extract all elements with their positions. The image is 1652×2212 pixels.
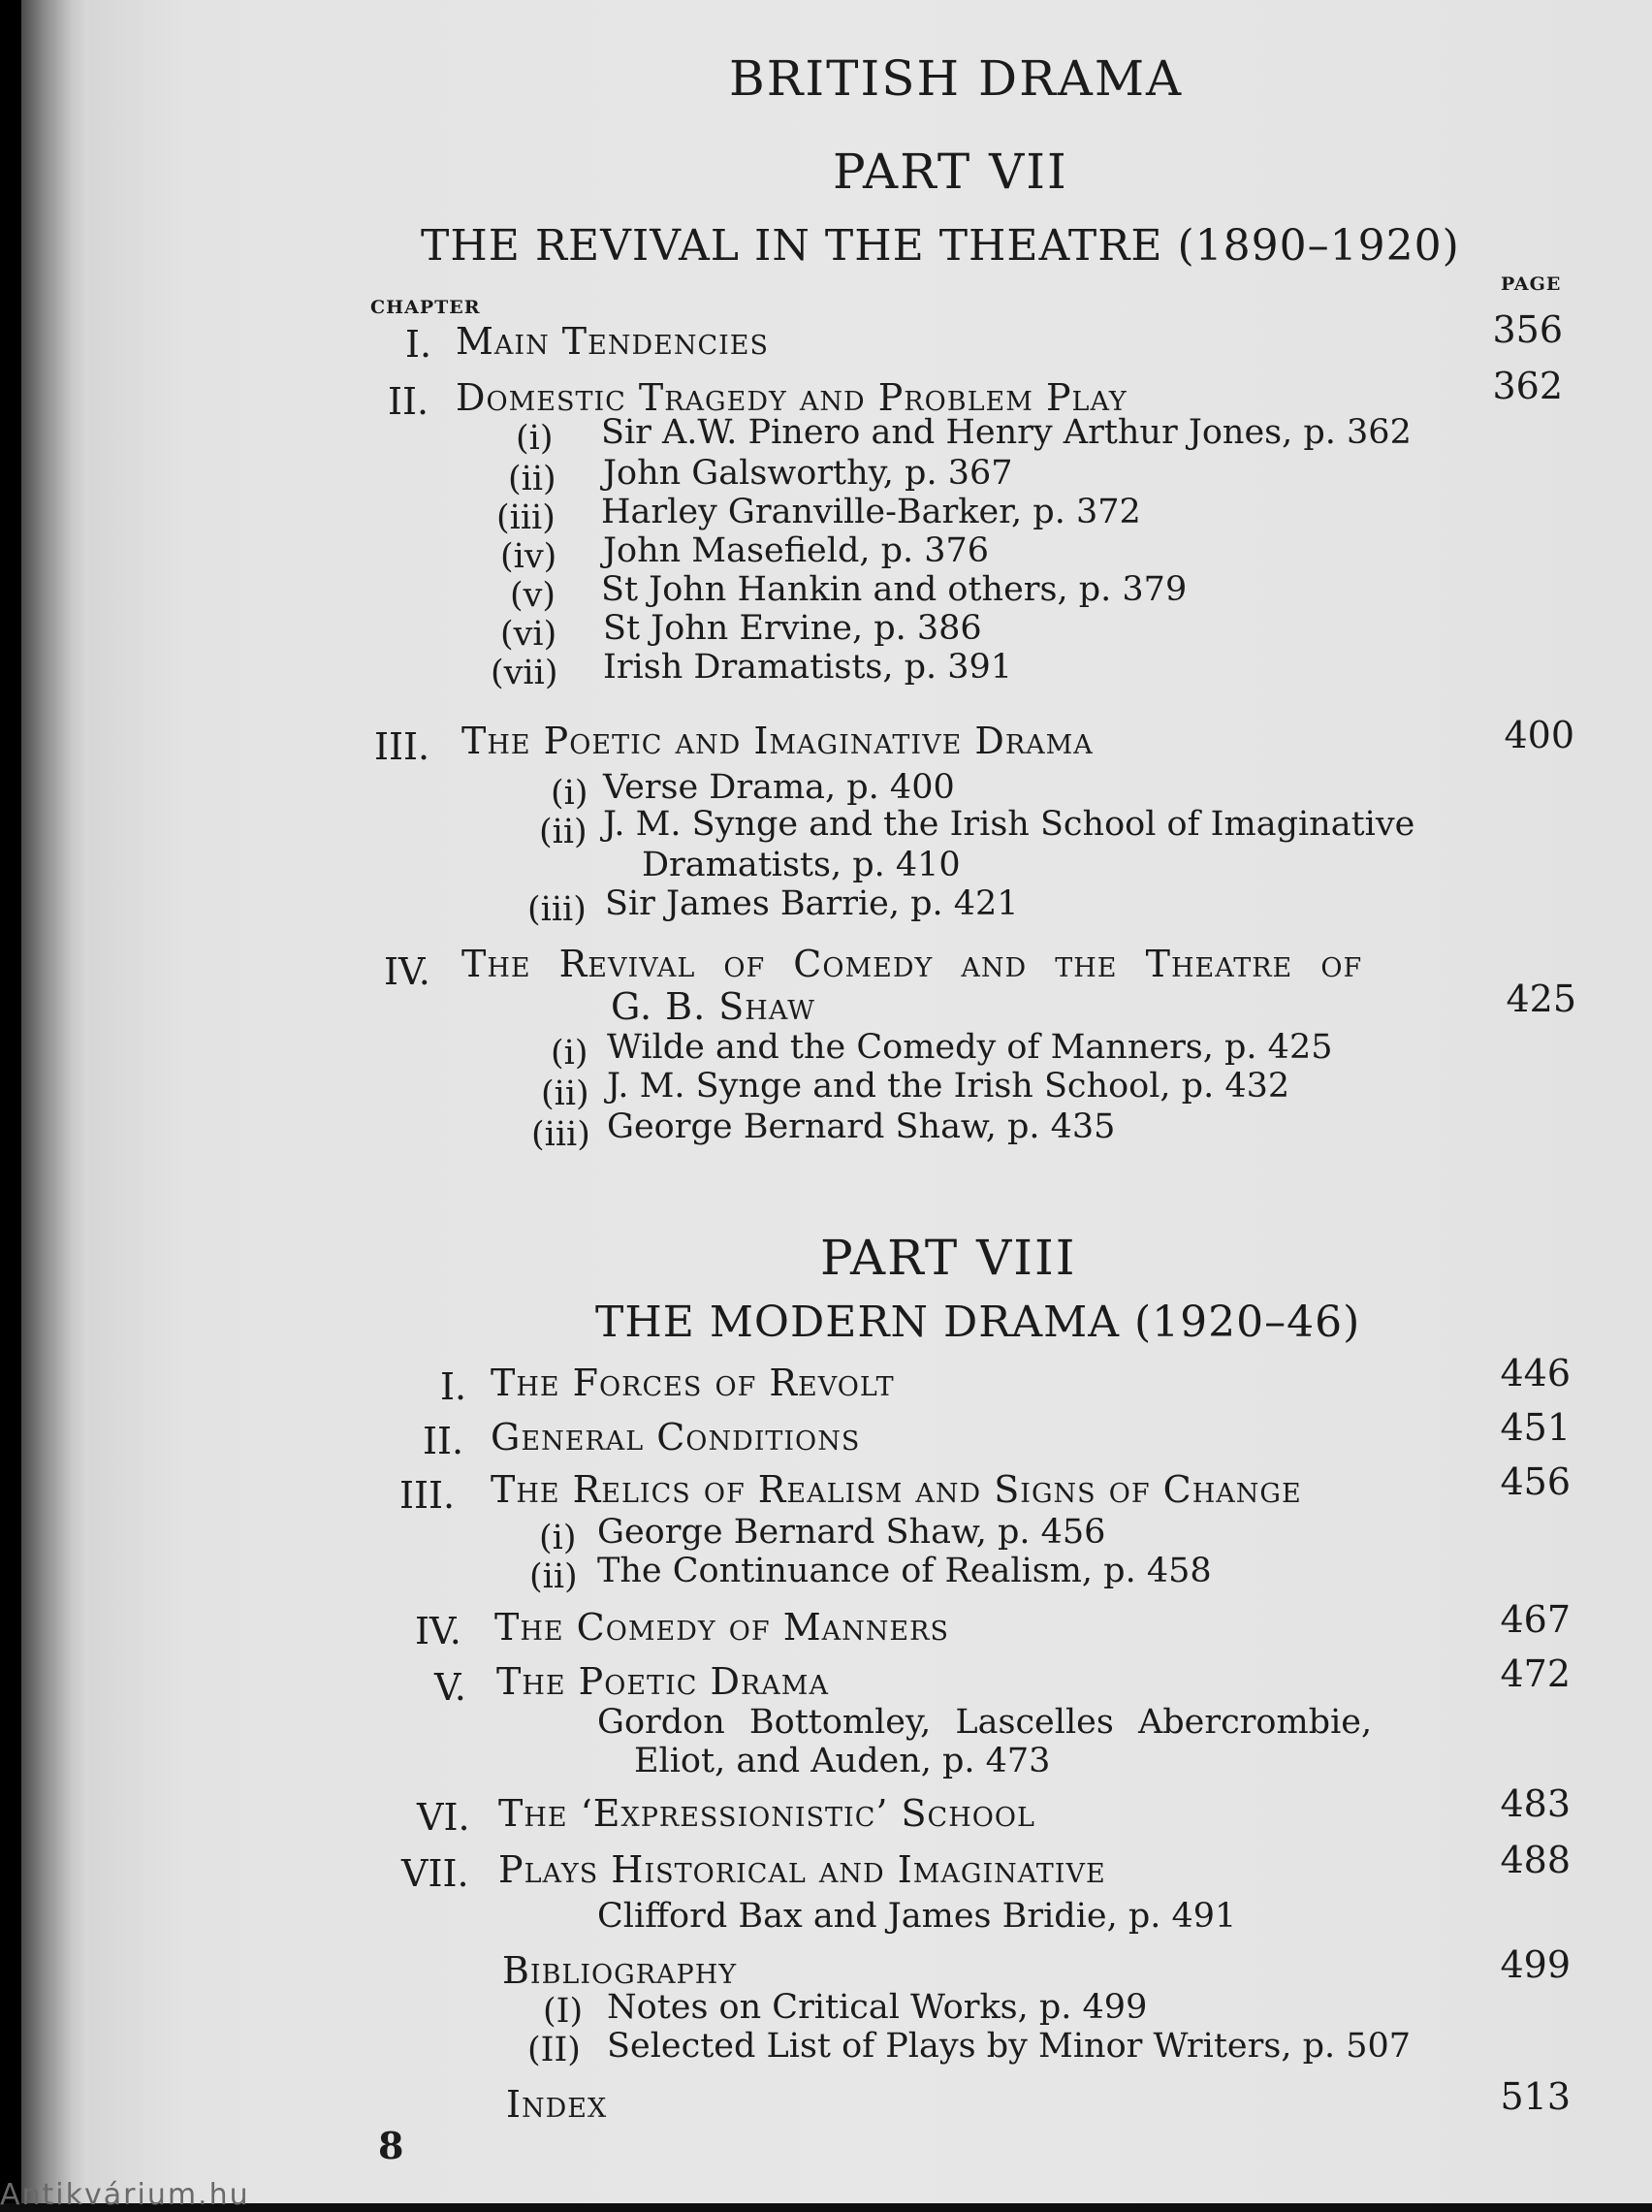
- part7-title: THE REVIVAL IN THE THEATRE (1890–1920): [421, 221, 1460, 271]
- p7-ch4-title-cont: G. B. Shaw: [611, 985, 815, 1028]
- p7-ch2-sub-text: Harley Granville-Barker, p. 372: [601, 493, 1141, 531]
- p7-ch2-sub-num: (i): [516, 419, 554, 458]
- p7-ch4-sub-num: (i): [551, 1034, 588, 1073]
- p7-ch2-sub-text: St John Hankin and others, p. 379: [601, 570, 1188, 609]
- p7-ch2-sub-num: (v): [510, 576, 556, 615]
- bibliography-sub-num: (II): [527, 2031, 581, 2069]
- p8-ch5-num: V.: [434, 1666, 466, 1709]
- p8-ch3-sub-num: (ii): [529, 1557, 578, 1596]
- p7-ch2-sub-text: John Galsworthy, p. 367: [603, 454, 1013, 493]
- p7-ch1-num: I.: [405, 323, 432, 366]
- p7-ch1-title: Main Tendencies: [456, 320, 769, 363]
- p7-ch2-sub-text: Sir A.W. Pinero and Henry Arthur Jones, p. 362: [601, 413, 1412, 452]
- p8-ch1-page: 446: [1500, 1352, 1571, 1395]
- p8-ch2-page: 451: [1500, 1406, 1571, 1449]
- p8-ch3-sub-num: (i): [539, 1519, 577, 1557]
- p7-ch3-num: III.: [374, 725, 430, 768]
- p7-ch1-page: 356: [1492, 308, 1563, 351]
- p8-ch5-note: Gordon Bottomley, Lascelles Abercrombie,: [597, 1703, 1373, 1742]
- p7-ch2-page: 362: [1492, 365, 1563, 407]
- p7-ch4-sub-num: (ii): [541, 1074, 589, 1113]
- index-page: 513: [1500, 2075, 1571, 2118]
- p7-ch3-sub-text: J. M. Synge and the Irish School of Imaginative: [603, 805, 1415, 844]
- p8-ch5-title: The Poetic Drama: [496, 1660, 829, 1703]
- p8-ch5-page: 472: [1500, 1652, 1571, 1695]
- bibliography-sub-text: Selected List of Plays by Minor Writers, p. 507: [607, 2027, 1412, 2066]
- p7-ch4-sub-text: Wilde and the Comedy of Manners, p. 425: [607, 1028, 1333, 1067]
- p8-ch1-num: I.: [440, 1365, 467, 1408]
- p8-ch3-sub-text: The Continuance of Realism, p. 458: [597, 1552, 1212, 1590]
- index-title: Index: [506, 2083, 608, 2126]
- p8-ch2-num: II.: [423, 1420, 464, 1462]
- part8-title: THE MODERN DRAMA (1920–46): [595, 1298, 1361, 1347]
- p8-ch7-page: 488: [1500, 1839, 1571, 1881]
- p8-ch6-title: The ‘Expressionistic’ School: [498, 1792, 1035, 1835]
- p7-ch3-sub-text: Sir James Barrie, p. 421: [605, 884, 1019, 923]
- p7-ch2-sub-num: (ii): [508, 460, 556, 498]
- p8-ch5-note-cont: Eliot, and Auden, p. 473: [634, 1742, 1051, 1780]
- watermark: Antikvárium.hu: [0, 2178, 250, 2212]
- chapter-label: CHAPTER: [370, 297, 481, 318]
- p7-ch3-sub-num: (iii): [527, 890, 587, 929]
- p8-ch3-page: 456: [1500, 1460, 1571, 1503]
- p7-ch2-sub-num: (vii): [491, 654, 558, 692]
- p7-ch2-sub-num: (iv): [500, 537, 557, 576]
- page-edge: [21, 0, 89, 2203]
- p7-ch2-title: Domestic Tragedy and Problem Play: [456, 376, 1128, 419]
- p8-ch4-num: IV.: [415, 1610, 461, 1652]
- p7-ch4-sub-text: George Bernard Shaw, p. 435: [607, 1107, 1116, 1146]
- p8-ch4-page: 467: [1500, 1598, 1571, 1641]
- p7-ch4-title: The Revival of Comedy and the Theatre of: [461, 943, 1363, 985]
- book-spine: [0, 0, 21, 2203]
- p7-ch2-sub-num: (iii): [496, 498, 556, 537]
- p8-ch7-title: Plays Historical and Imaginative: [498, 1848, 1106, 1891]
- p7-ch4-sub-num: (iii): [531, 1115, 590, 1154]
- p7-ch3-sub-cont: Dramatists, p. 410: [642, 846, 961, 884]
- p8-ch6-page: 483: [1500, 1782, 1571, 1825]
- p7-ch3-sub-text: Verse Drama, p. 400: [603, 768, 955, 807]
- p7-ch2-num: II.: [388, 380, 429, 423]
- p8-ch6-num: VI.: [417, 1796, 470, 1839]
- p7-ch3-title: The Poetic and Imaginative Drama: [461, 720, 1094, 762]
- p8-ch3-sub-text: George Bernard Shaw, p. 456: [597, 1513, 1106, 1552]
- p7-ch2-sub-num: (vi): [500, 615, 557, 654]
- p7-ch2-sub-text: Irish Dramatists, p. 391: [603, 648, 1013, 687]
- book-title: BRITISH DRAMA: [729, 50, 1184, 107]
- p8-ch4-title: The Comedy of Manners: [494, 1606, 949, 1649]
- p8-ch3-num: III.: [399, 1474, 456, 1517]
- p7-ch3-sub-num: (ii): [539, 813, 588, 851]
- page-number: 8: [378, 2124, 404, 2167]
- part8-heading: PART VIII: [820, 1230, 1077, 1286]
- p7-ch4-num: IV.: [384, 950, 430, 993]
- p8-ch1-title: The Forces of Revolt: [491, 1362, 895, 1404]
- page-label: PAGE: [1501, 273, 1562, 295]
- bibliography-page: 499: [1500, 1943, 1571, 1986]
- p8-ch2-title: General Conditions: [491, 1416, 861, 1459]
- p7-ch2-sub-text: St John Ervine, p. 386: [603, 609, 982, 648]
- bibliography-sub-text: Notes on Critical Works, p. 499: [607, 1988, 1148, 2027]
- contents-page: [89, 0, 1652, 2203]
- p8-ch7-note: Clifford Bax and James Bridie, p. 491: [597, 1897, 1237, 1936]
- p7-ch4-sub-text: J. M. Synge and the Irish School, p. 432: [607, 1067, 1290, 1106]
- p7-ch2-sub-text: John Masefield, p. 376: [603, 531, 990, 570]
- p8-ch7-num: VII.: [401, 1852, 469, 1895]
- p7-ch3-sub-num: (i): [551, 774, 588, 813]
- p8-ch3-title: The Relics of Realism and Signs of Change: [491, 1468, 1302, 1511]
- bibliography-sub-num: (I): [543, 1992, 584, 2031]
- part7-heading: PART VII: [833, 144, 1068, 200]
- bibliography-title: Bibliography: [502, 1949, 738, 1992]
- p7-ch4-page: 425: [1506, 978, 1576, 1020]
- p7-ch3-page: 400: [1504, 714, 1574, 756]
